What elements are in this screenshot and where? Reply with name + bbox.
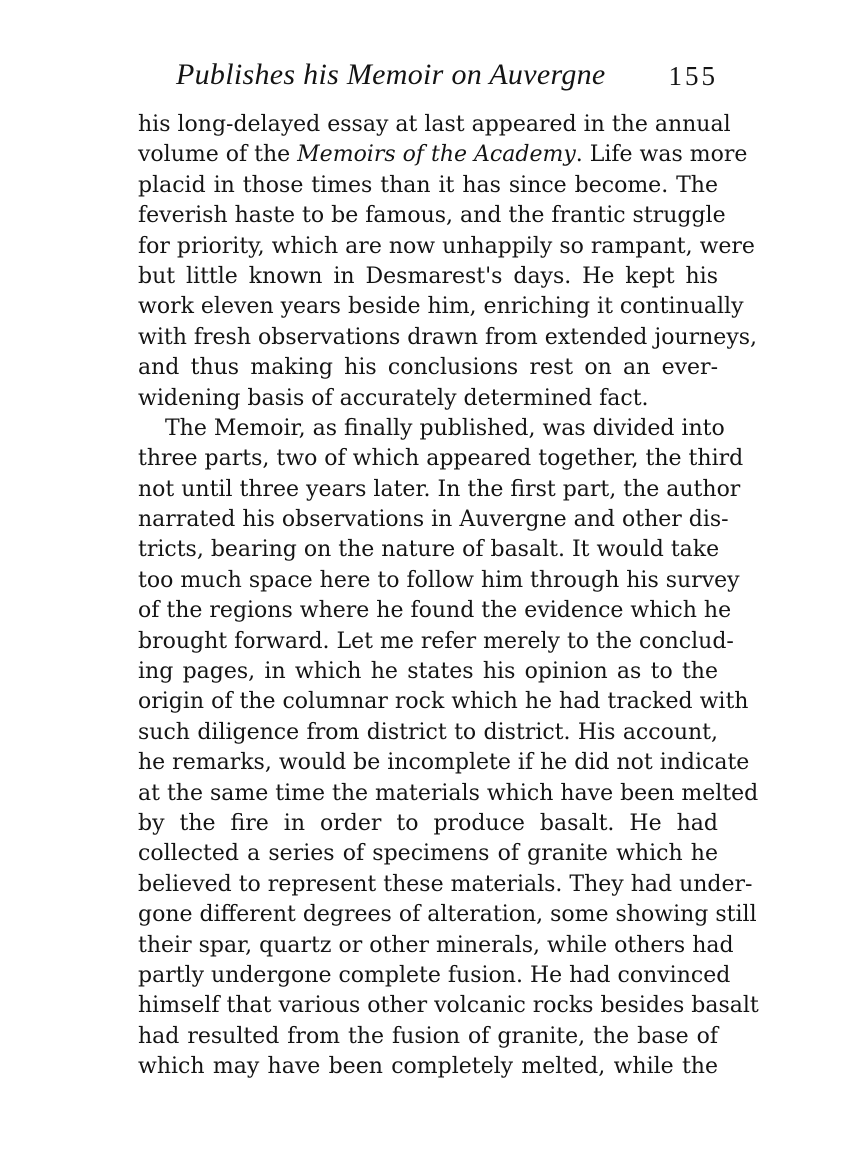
text-line: ing pages, in which he states his opinion as to the	[138, 659, 718, 685]
text-line: for priority, which are now unhappily so rampant, were	[138, 233, 755, 259]
text-line: by the fire in order to produce basalt. He had	[138, 810, 718, 836]
paragraph-1	[138, 110, 758, 414]
text-line: three parts, two of which appeared together, the third	[138, 446, 744, 472]
text-line: widening basis of accurately determined fact.	[138, 385, 649, 411]
text-line: origin of the columnar rock which he had tracked with	[138, 689, 749, 715]
running-head	[138, 58, 718, 98]
running-title: Publishes his Memoir on Auvergne	[176, 58, 606, 91]
text-line: of the regions where he found the evidence which he	[138, 598, 732, 624]
text-line: and thus making his conclusions rest on an ever-	[138, 355, 718, 381]
text-line: collected a series of specimens of granite which he	[138, 841, 718, 867]
text-line: at the same time the materials which have been melted	[138, 780, 759, 806]
text-line: not until three years later. In the first part, the author	[138, 476, 741, 502]
text-line: but little known in Desmarest's days. He kept his	[138, 263, 718, 289]
text-line: with fresh observations drawn from extended journeys,	[138, 324, 758, 350]
text-line: their spar, quartz or other minerals, while others had	[138, 932, 734, 958]
text-line: feverish haste to be famous, and the frantic struggle	[138, 203, 726, 229]
text-line: himself that various other volcanic rocks besides basalt	[138, 993, 759, 1019]
text-line: placid in those times than it has since become. The	[138, 172, 718, 198]
text-line: too much space here to follow him through his survey	[138, 567, 740, 593]
text-line: partly undergone complete fusion. He had convinced	[138, 962, 731, 988]
text-line: The Memoir, as finally published, was divided into	[165, 415, 725, 441]
text-line: gone different degrees of alteration, some showing still	[138, 902, 757, 928]
text-line-prefix: volume of the	[138, 142, 298, 168]
text-line: work eleven years beside him, enriching it continually	[138, 294, 744, 320]
paragraph-2	[138, 414, 759, 1083]
text-line: such diligence from district to district. His account,	[138, 719, 718, 745]
text-line-suffix: . Life was more	[575, 142, 748, 168]
text-line: had resulted from the fusion of granite, the base of	[138, 1023, 718, 1049]
text-line: which may have been completely melted, while the	[138, 1054, 718, 1080]
text-line: brought forward. Let me refer merely to the conclud-	[138, 628, 734, 654]
text-line: believed to represent these materials. They had under-	[138, 871, 753, 897]
text-line: he remarks, would be incomplete if he did not indicate	[138, 750, 750, 776]
italic-book-title: Memoirs of the Academy	[297, 142, 576, 168]
text-line: narrated his observations in Auvergne and other dis-	[138, 507, 729, 533]
text-line: tricts, bearing on the nature of basalt. It would take	[138, 537, 720, 563]
body-text	[138, 110, 759, 1083]
page-number: 155	[668, 61, 718, 91]
text-line: his long-delayed essay at last appeared in the annual	[138, 112, 731, 137]
text-line-with-italic-title	[138, 140, 748, 170]
